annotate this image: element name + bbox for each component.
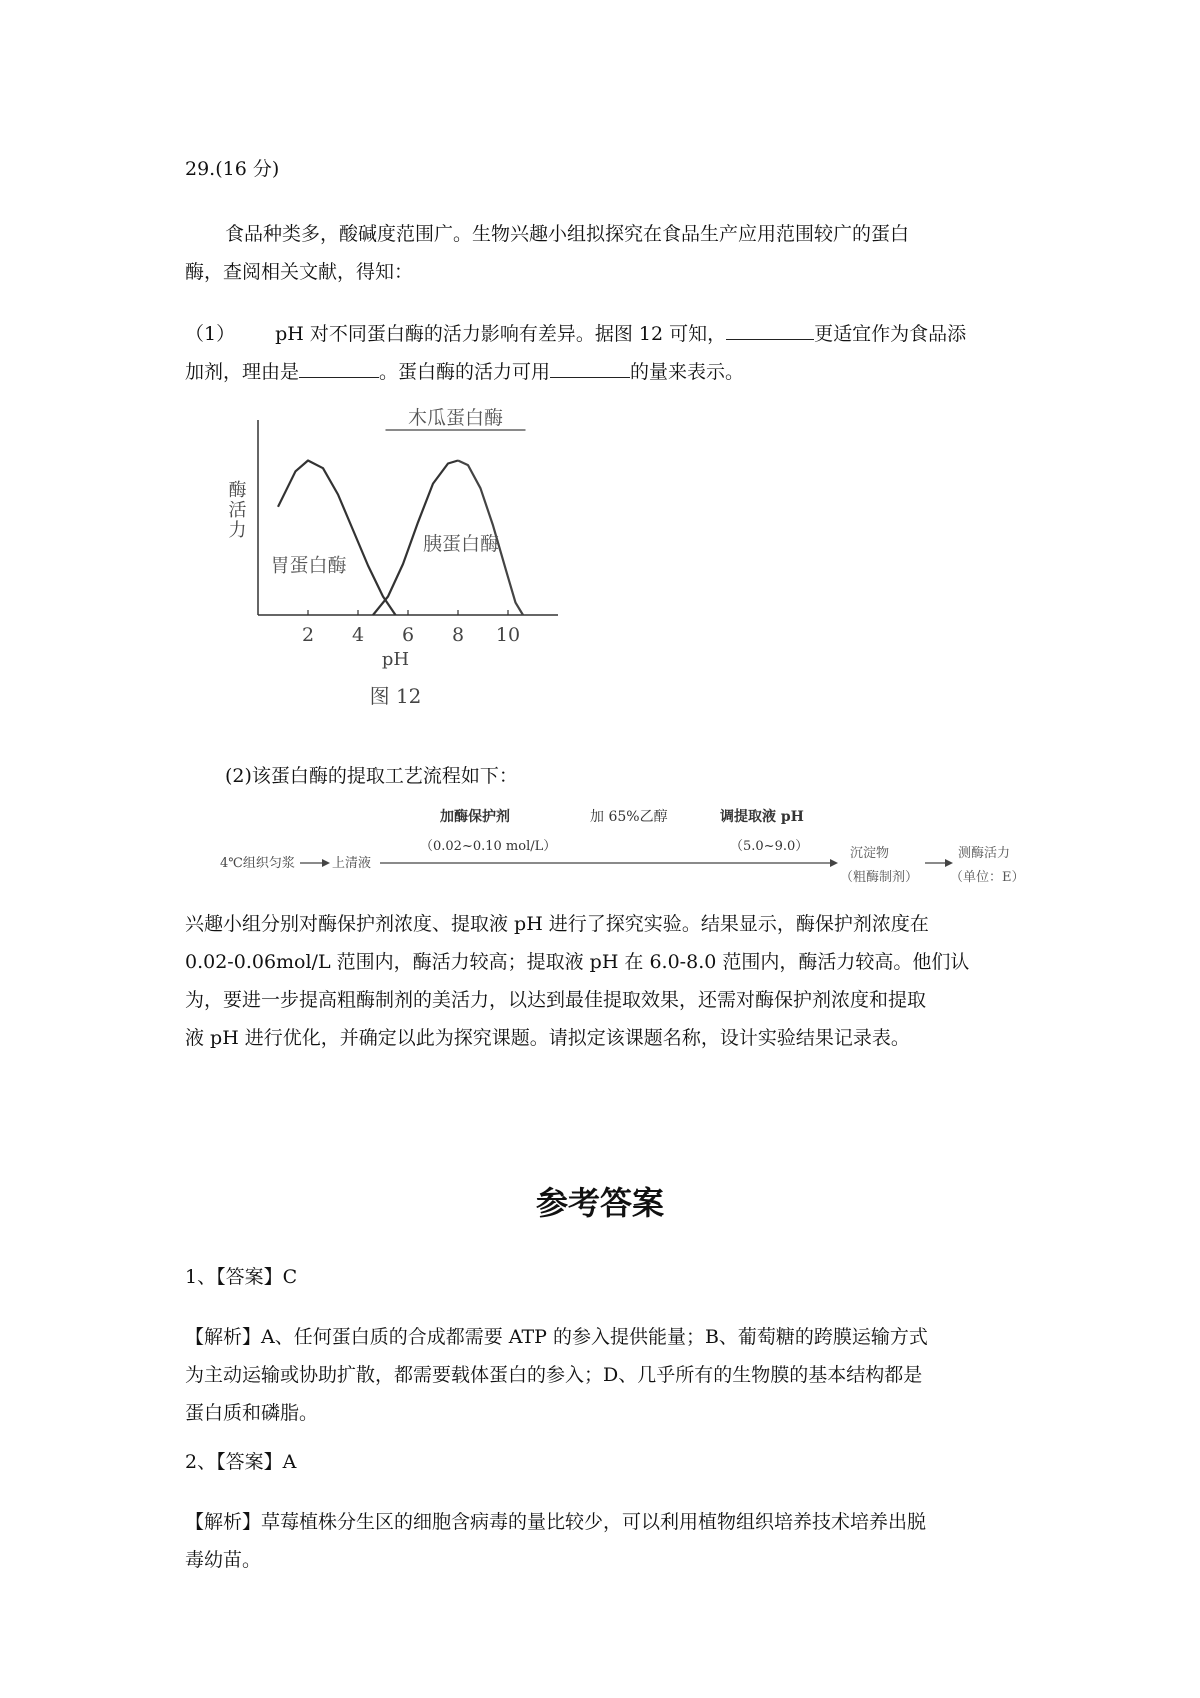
part1-text-c: 加剂，理由是 [185, 361, 300, 383]
chart-plot-area [226, 407, 559, 708]
question-intro [185, 215, 909, 291]
part1-label: （1） [185, 323, 236, 345]
part1-line-1 [185, 315, 966, 353]
part2-line-4: 液 pH 进行优化，并确定以此为探究课题。请拟定该课题名称，设计实验结果记录表。 [185, 1027, 910, 1049]
label-pepsin: 胃蛋白酶 [270, 554, 347, 577]
question-number: 29.(16 分) [185, 158, 280, 180]
part2-line-1: 兴趣小组分别对酶保护剂浓度、提取液 pH 进行了探究实验。结果显示，酶保护剂浓度在 [185, 913, 929, 935]
flow-step-precipitate: 沉淀物 [850, 846, 890, 861]
x-tick-label-10: 10 [495, 624, 521, 646]
x-axis-label: pH [381, 649, 410, 670]
part2-line-3: 为，要进一步提高粗酶制剂的美活力，以达到最佳提取效果，还需对酶保护剂浓度和提取 [185, 989, 927, 1011]
flow-step-activity: 测酶活力 [958, 846, 1011, 861]
part2-paragraph [185, 905, 969, 1057]
answer-2-expl-line-2: 毒幼苗。 [185, 1549, 262, 1571]
flow-arrowhead-3 [945, 859, 953, 867]
x-tick-label-2: 2 [301, 624, 315, 646]
label-trypsin: 胰蛋白酶 [423, 533, 500, 556]
flow-op-protectant: 加酶保护剂 [440, 809, 510, 825]
intro-line-1: 食品种类多，酸碱度范围广。生物兴趣小组拟探究在食品生产应用范围较广的蛋白 [225, 223, 910, 245]
part1-text-d: 。蛋白酶的活力可用 [379, 361, 551, 383]
part1-text-b: 更适宜作为食品添 [814, 323, 967, 345]
answer-1-label: 1、【答案】C [185, 1266, 298, 1288]
flow-arrowhead-1 [322, 859, 330, 867]
extraction-flow-diagram [220, 805, 1025, 905]
part1-line-2 [185, 353, 966, 391]
flow-step-precipitate-sub: （粗酶制剂） [840, 870, 919, 885]
figure-caption: 图 12 [369, 684, 422, 708]
part1-text-a: pH 对不同蛋白酶的活力影响有差异。据图 12 可知， [275, 323, 727, 345]
flow-op-ph: 调提取液 pH [720, 809, 804, 825]
flow-step-homogenate: 4℃组织匀浆 [220, 856, 295, 871]
flow-arrowhead-main [830, 859, 838, 867]
answer-blank-reason[interactable] [299, 355, 379, 378]
answer-1-expl-line-2: 为主动运输或协助扩散，都需要载体蛋白的参入；D、几乎所有的生物膜的基本结构都是 [185, 1364, 923, 1386]
y-axis-label: 酶活力 [225, 480, 247, 540]
flow-step-activity-unit: （单位：E） [950, 870, 1025, 885]
answer-1-expl-line-1: 【解析】A、任何蛋白质的合成都需要 ATP 的参入提供能量；B、葡萄糖的跨膜运输方式 [185, 1326, 928, 1348]
flow-op-ph-range: （5.0~9.0） [730, 839, 809, 854]
answer-blank-measure[interactable] [550, 355, 630, 378]
part1-text-e: 的量来表示。 [630, 361, 745, 383]
answer-1-expl-line-3: 蛋白质和磷脂。 [185, 1402, 319, 1424]
answers-title: 参考答案 [535, 1184, 664, 1222]
answer-blank-enzyme[interactable] [726, 317, 814, 340]
part2-heading: (2)该蛋白酶的提取工艺流程如下： [225, 765, 518, 787]
part2-line-2: 0.02-0.06mol/L 范围内，酶活力较高；提取液 pH 在 6.0-8.0 范围内，酶活力较高。他们认 [185, 951, 970, 973]
x-tick-label-4: 4 [351, 624, 365, 646]
part1-text [185, 315, 966, 391]
series-line-1 [278, 461, 396, 616]
x-tick-label-8: 8 [451, 624, 465, 646]
answer-1-explanation [185, 1318, 928, 1432]
flow-step-supernatant: 上清液 [332, 856, 372, 871]
answer-2-explanation [185, 1503, 926, 1579]
legend-papain-label: 木瓜蛋白酶 [407, 407, 504, 429]
answer-2-expl-line-1: 【解析】草莓植株分生区的细胞含病毒的量比较少，可以利用植物组织培养技术培养出脱 [185, 1511, 927, 1533]
figure-12-chart [220, 407, 560, 710]
x-tick-label-6: 6 [401, 624, 415, 646]
flow-op-ethanol: 加 65%乙醇 [590, 809, 668, 825]
flow-op-protectant-range: （0.02~0.10 mol/L） [420, 839, 557, 854]
answer-2-label: 2、【答案】A [185, 1451, 297, 1473]
intro-line-2: 酶，查阅相关文献，得知： [185, 261, 414, 283]
